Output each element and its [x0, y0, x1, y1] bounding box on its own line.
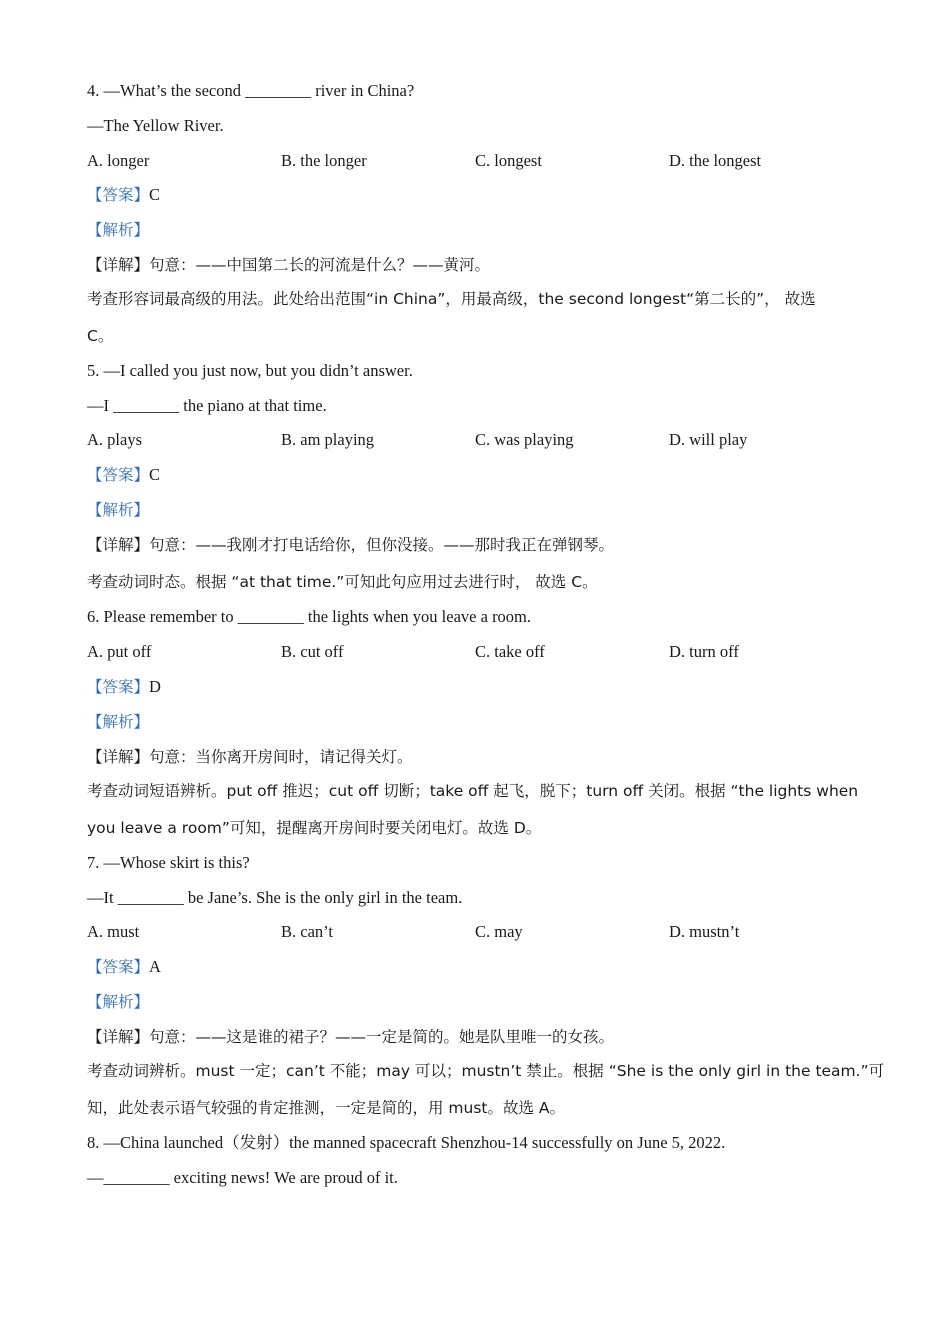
q4-stem: 4. —What’s the second ________ river in China? [87, 81, 415, 100]
q6-analysis-tag: 【解析】 [87, 713, 150, 731]
q7-option-c: C. may [475, 922, 523, 941]
q7-reply: —It ________ be Jane’s. She is the only girl in the team. [87, 888, 463, 907]
q7-option-d: D. mustn’t [669, 922, 740, 941]
q4-detail: 【详解】句意：——中国第二长的河流是什么？——黄河。 [87, 256, 491, 274]
answer-value: D [149, 677, 161, 696]
q6-explain-2: you leave a room”可知，提醒离开房间时要关闭电灯。故选 D。 [87, 819, 542, 837]
answer-tag: 【答案】 [87, 678, 150, 696]
q7-explain-1: 考查动词辨析。must 一定；can’t 不能；may 可以；mustn’t 禁止。根据 “She is the only girl in the team.”可 [87, 1062, 885, 1080]
q8-stem: 8. —China launched（发射）the manned spacecraft Shenzhou-14 successfully on June 5, 2022. [87, 1133, 726, 1152]
q7-option-b: B. can’t [281, 922, 333, 941]
answer-tag: 【答案】 [87, 958, 150, 976]
q5-stem: 5. —I called you just now, but you didn’t answer. [87, 361, 413, 380]
q6-stem: 6. Please remember to ________ the lights when you leave a room. [87, 607, 532, 626]
q7-answer [87, 957, 161, 977]
q5-answer [87, 465, 160, 485]
q5-option-b: B. am playing [281, 430, 375, 449]
q4-explain-1: 考查形容词最高级的用法。此处给出范围“in China”，用最高级，the second longest“第二长的”， 故选 [87, 290, 816, 308]
answer-tag: 【答案】 [87, 466, 150, 484]
q7-stem: 7. —Whose skirt is this? [87, 853, 250, 872]
answer-value: C [149, 185, 161, 204]
q6-answer [87, 677, 161, 697]
q6-option-d: D. turn off [669, 642, 739, 661]
q5-explain-1: 考查动词时态。根据 “at that time.”可知此句应用过去进行时， 故选 C。 [87, 573, 598, 591]
q6-option-c: C. take off [475, 642, 545, 661]
q6-explain-1: 考查动词短语辨析。put off 推迟；cut off 切断；take off 起飞，脱下；turn off 关闭。根据 “the lights when [87, 782, 859, 800]
q4-option-b: B. the longer [281, 151, 367, 170]
q5-detail: 【详解】句意：——我刚才打电话给你，但你没接。——那时我正在弹钢琴。 [87, 536, 615, 554]
q6-option-a: A. put off [87, 642, 152, 661]
q7-option-a: A. must [87, 922, 140, 941]
q5-option-d: D. will play [669, 430, 748, 449]
answer-value: A [149, 957, 161, 976]
q7-explain-2: 知，此处表示语气较强的肯定推测，一定是简的，用 must。故选 A。 [87, 1099, 566, 1117]
q5-analysis-tag: 【解析】 [87, 501, 150, 519]
q7-detail: 【详解】句意：——这是谁的裙子？——一定是简的。她是队里唯一的女孩。 [87, 1028, 615, 1046]
q6-detail: 【详解】句意：当你离开房间时，请记得关灯。 [87, 748, 413, 766]
q4-reply: —The Yellow River. [87, 116, 224, 135]
q4-option-a: A. longer [87, 151, 150, 170]
q4-explain-2: C。 [87, 327, 114, 345]
q8-reply: —________ exciting news! We are proud of it. [87, 1168, 398, 1187]
q4-answer [87, 185, 160, 205]
answer-value: C [149, 465, 161, 484]
q4-analysis-tag: 【解析】 [87, 221, 150, 239]
q4-option-c: C. longest [475, 151, 542, 170]
q7-analysis-tag: 【解析】 [87, 993, 150, 1011]
answer-tag: 【答案】 [87, 186, 150, 204]
q6-option-b: B. cut off [281, 642, 344, 661]
q5-option-c: C. was playing [475, 430, 574, 449]
q4-option-d: D. the longest [669, 151, 762, 170]
q5-reply: —I ________ the piano at that time. [87, 396, 327, 415]
q5-option-a: A. plays [87, 430, 142, 449]
